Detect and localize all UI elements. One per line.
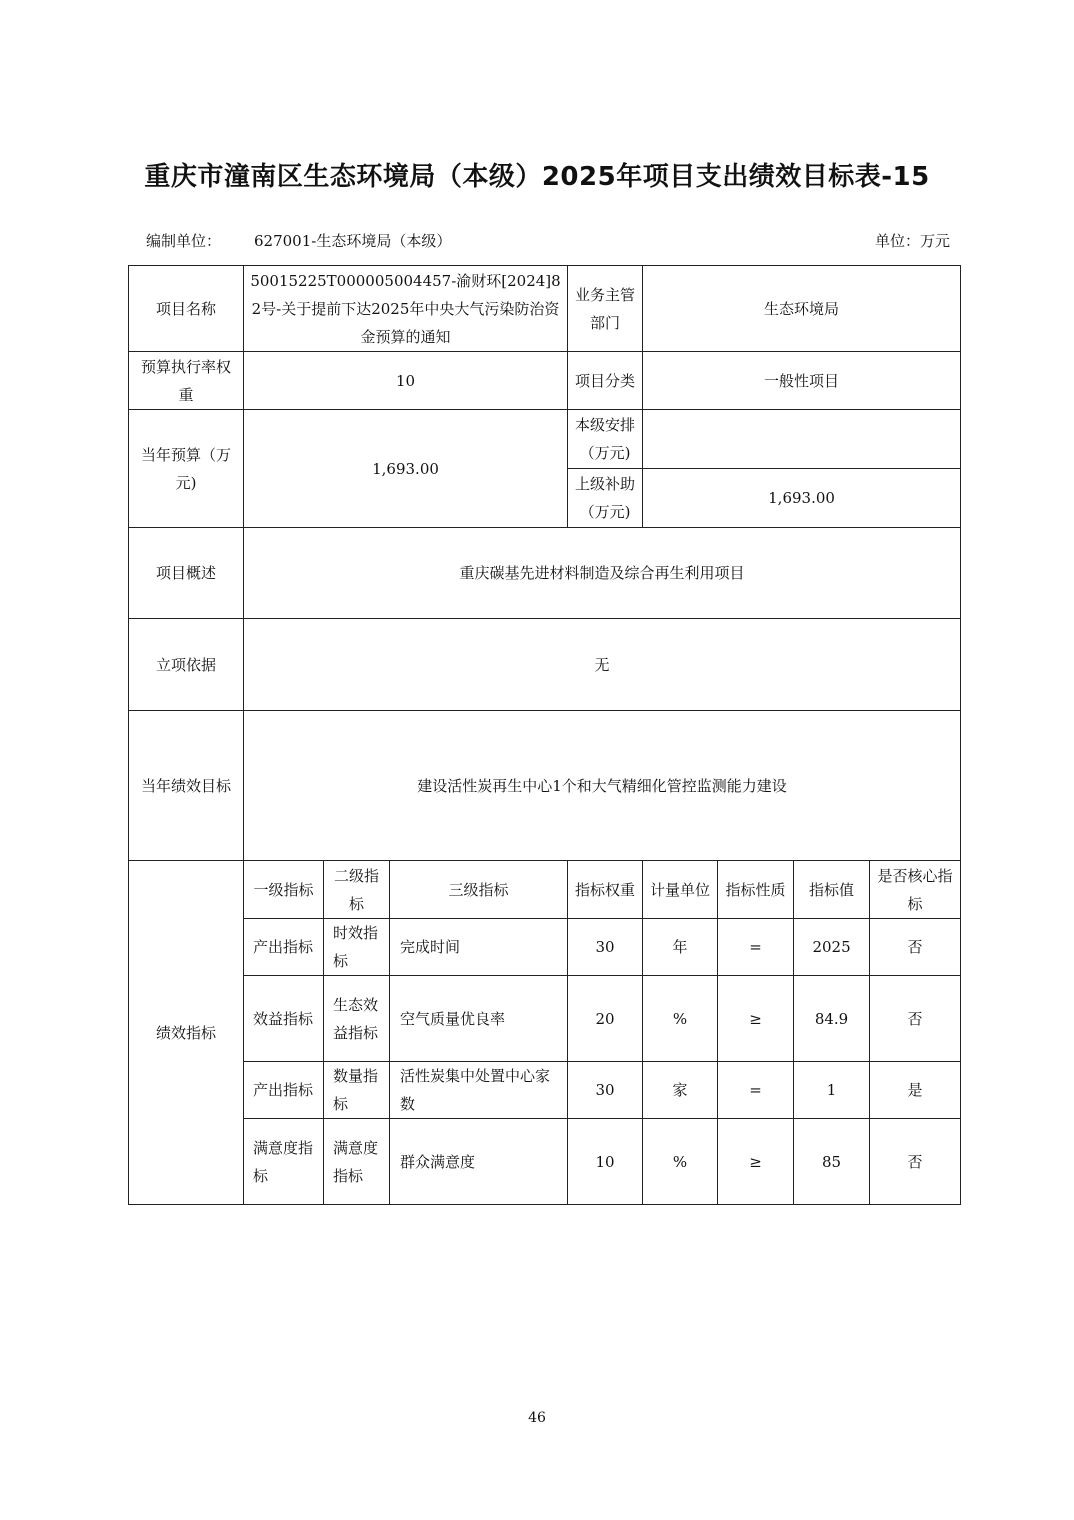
header-unit: 计量单位 bbox=[643, 861, 718, 919]
row-level2: 数量指标 bbox=[324, 1062, 390, 1119]
row-level1: 产出指标 bbox=[244, 1062, 324, 1119]
header-weight: 指标权重 bbox=[568, 861, 643, 919]
row-core: 否 bbox=[870, 919, 961, 976]
rate-value: 10 bbox=[244, 352, 568, 410]
row-value: 2025 bbox=[794, 919, 870, 976]
header-value: 指标值 bbox=[794, 861, 870, 919]
table-row bbox=[129, 1062, 961, 1119]
goal-value: 建设活性炭再生中心1个和大气精细化管控监测能力建设 bbox=[244, 711, 961, 861]
row-level2: 满意度指标 bbox=[324, 1119, 390, 1205]
project-name-value: 50015225T000005004457-渝财环[2024]82号-关于提前下达2025年中央大气污染防治资金预算的通知 bbox=[244, 266, 568, 352]
header-level2: 二级指标 bbox=[324, 861, 390, 919]
dept-label: 业务主管部门 bbox=[568, 266, 643, 352]
table-row bbox=[129, 919, 961, 976]
row-level3: 完成时间 bbox=[390, 919, 568, 976]
page-title: 重庆市潼南区生态环境局（本级）2025年项目支出绩效目标表-15 bbox=[144, 162, 930, 192]
row-nature: = bbox=[718, 919, 794, 976]
row-core: 是 bbox=[870, 1062, 961, 1119]
row-value: 85 bbox=[794, 1119, 870, 1205]
row-level3: 群众满意度 bbox=[390, 1119, 568, 1205]
header-level3: 三级指标 bbox=[390, 861, 568, 919]
indicators-section-label: 绩效指标 bbox=[129, 861, 244, 1205]
row-level3: 空气质量优良率 bbox=[390, 976, 568, 1062]
basis-value: 无 bbox=[244, 619, 961, 711]
row-weight: 30 bbox=[568, 1062, 643, 1119]
local-value bbox=[643, 410, 961, 469]
row-unit: % bbox=[643, 1119, 718, 1205]
table-row bbox=[129, 976, 961, 1062]
row-level1: 产出指标 bbox=[244, 919, 324, 976]
category-value: 一般性项目 bbox=[643, 352, 961, 410]
category-label: 项目分类 bbox=[568, 352, 643, 410]
row-unit: 年 bbox=[643, 919, 718, 976]
row-weight: 30 bbox=[568, 919, 643, 976]
header-nature: 指标性质 bbox=[718, 861, 794, 919]
currency-unit: 单位：万元 bbox=[874, 232, 950, 250]
budget-value: 1,693.00 bbox=[244, 410, 568, 528]
dept-value: 生态环境局 bbox=[643, 266, 961, 352]
upper-label: 上级补助（万元) bbox=[568, 469, 643, 528]
row-level3: 活性炭集中处置中心家数 bbox=[390, 1062, 568, 1119]
unit-label: 编制单位： bbox=[146, 232, 222, 250]
row-core: 否 bbox=[870, 976, 961, 1062]
row-level1: 效益指标 bbox=[244, 976, 324, 1062]
row-level2: 时效指标 bbox=[324, 919, 390, 976]
row-level2: 生态效益指标 bbox=[324, 976, 390, 1062]
row-value: 1 bbox=[794, 1062, 870, 1119]
overview-label: 项目概述 bbox=[129, 528, 244, 619]
local-label: 本级安排（万元) bbox=[568, 410, 643, 469]
unit-value: 627001-生态环境局（本级） bbox=[254, 232, 452, 250]
row-value: 84.9 bbox=[794, 976, 870, 1062]
rate-label: 预算执行率权重 bbox=[129, 352, 244, 410]
table-row bbox=[129, 1119, 961, 1205]
row-nature: ≥ bbox=[718, 1119, 794, 1205]
goal-label: 当年绩效目标 bbox=[129, 711, 244, 861]
project-name-label: 项目名称 bbox=[129, 266, 244, 352]
overview-value: 重庆碳基先进材料制造及综合再生利用项目 bbox=[244, 528, 961, 619]
row-level1: 满意度指标 bbox=[244, 1119, 324, 1205]
basis-label: 立项依据 bbox=[129, 619, 244, 711]
upper-value: 1,693.00 bbox=[643, 469, 961, 528]
row-weight: 20 bbox=[568, 976, 643, 1062]
row-unit: % bbox=[643, 976, 718, 1062]
row-core: 否 bbox=[870, 1119, 961, 1205]
page-number: 46 bbox=[528, 1410, 546, 1426]
performance-table bbox=[128, 265, 961, 1205]
budget-label: 当年预算（万元) bbox=[129, 410, 244, 528]
row-nature: ≥ bbox=[718, 976, 794, 1062]
row-weight: 10 bbox=[568, 1119, 643, 1205]
row-unit: 家 bbox=[643, 1062, 718, 1119]
row-nature: = bbox=[718, 1062, 794, 1119]
header-level1: 一级指标 bbox=[244, 861, 324, 919]
header-core: 是否核心指标 bbox=[870, 861, 961, 919]
